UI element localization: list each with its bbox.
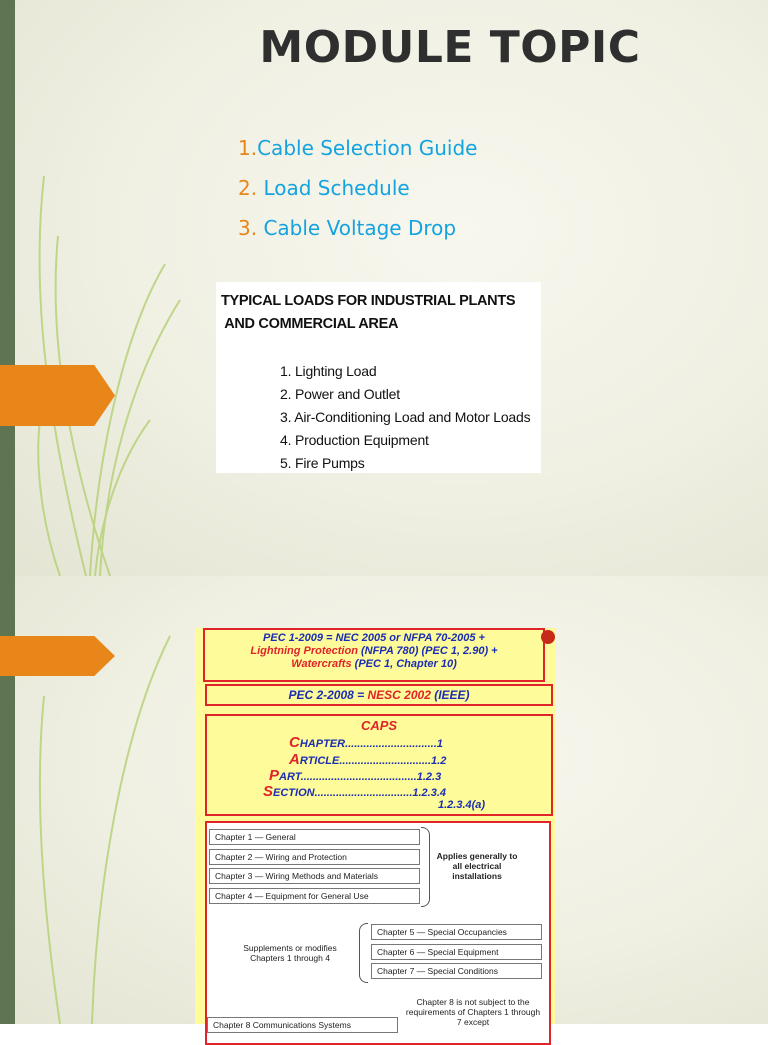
orange-chevron-marker: [0, 636, 115, 676]
chapter-box: Chapter 8 Communications Systems: [207, 1017, 398, 1033]
applies-note: Applies generally to all electrical installations: [436, 851, 518, 881]
pec-reference-image: [195, 628, 555, 1030]
topic-item: 1.Cable Selection Guide: [238, 136, 478, 160]
left-accent-bar: [0, 0, 15, 576]
caps-row: CHAPTER..............................1: [289, 734, 443, 751]
pec2-box: PEC 2-2008 = NESC 2002 (IEEE): [205, 684, 553, 706]
chapter-box: Chapter 1 — General: [209, 829, 420, 845]
chapter8-note: Chapter 8 is not subject to the requirements of Chapters 1 through 7 except: [405, 997, 541, 1027]
supplements-note: Supplements or modifies Chapters 1 through 4: [243, 943, 337, 963]
list-item: 4. Production Equipment: [280, 432, 429, 448]
typical-loads-box: [216, 282, 541, 473]
caps-box: CAPS CHAPTER..............................1 ARTICLE..............................1.2 PART......................................1.2.3 SECTION................................1.2.3.4 1.2.3.4(a): [205, 714, 553, 816]
brace: [421, 827, 430, 907]
list-item: 3. Air-Conditioning Load and Motor Loads: [280, 409, 531, 425]
orange-chevron-marker: [0, 365, 115, 426]
list-item: 2. Power and Outlet: [280, 386, 400, 402]
typical-loads-list: [280, 360, 530, 475]
topic-item: 2. Load Schedule: [238, 176, 410, 200]
caps-row: SECTION................................1.2.3.4: [263, 783, 447, 800]
brace: [359, 923, 368, 983]
chapter-box: Chapter 2 — Wiring and Protection: [209, 849, 420, 865]
chapter-box: Chapter 5 — Special Occupancies: [371, 924, 542, 940]
topic-list: [238, 134, 477, 254]
chapters-diagram: [205, 821, 551, 1045]
list-item: 1. Lighting Load: [280, 363, 377, 379]
pec1-box: PEC 1-2009 = NEC 2005 or NFPA 70-2005 + Lightning Protection (NFPA 780) (PEC 1, 2.90) + Watercrafts (PEC 1, Chapter 10): [203, 628, 545, 682]
topic-item: 3. Cable Voltage Drop: [238, 216, 457, 240]
chapter-box: Chapter 3 — Wiring Methods and Materials: [209, 868, 420, 884]
chapter-box: Chapter 7 — Special Conditions: [371, 963, 542, 979]
typical-loads-heading: TYPICAL LOADS FOR INDUSTRIAL PLANTS AND COMMERCIAL AREA: [221, 293, 516, 332]
chapter-box: Chapter 4 — Equipment for General Use: [209, 888, 420, 904]
page-title: MODULE TOPIC: [259, 22, 641, 73]
logo-icon: [541, 630, 555, 644]
chapter-box: Chapter 6 — Special Equipment: [371, 944, 542, 960]
caps-row: ARTICLE..............................1.2: [289, 751, 447, 768]
caps-row: PART......................................1.2.3: [269, 767, 442, 784]
list-item: 5. Fire Pumps: [280, 455, 365, 471]
